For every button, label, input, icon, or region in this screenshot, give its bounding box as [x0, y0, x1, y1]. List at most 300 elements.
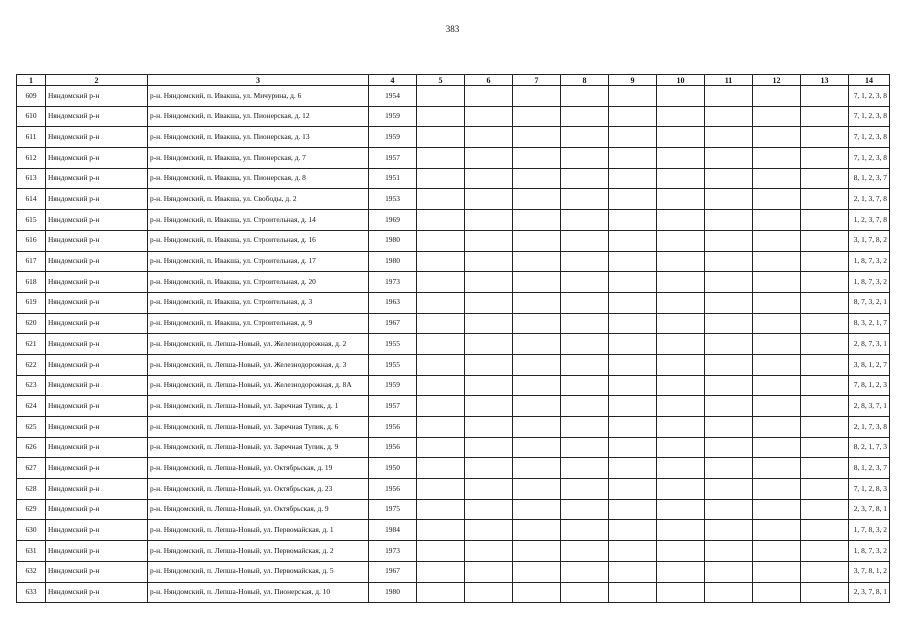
codes-cell: 1, 7, 8, 3, 2 [849, 520, 890, 541]
empty-cell-col-8 [561, 127, 609, 148]
table-row [17, 458, 890, 479]
empty-cell-col-11 [705, 479, 753, 500]
empty-cell-col-5 [417, 479, 465, 500]
year-cell: 1967 [369, 561, 417, 582]
empty-cell-col-9 [609, 541, 657, 562]
empty-cell-col-11 [705, 189, 753, 210]
empty-cell-col-13 [801, 210, 849, 231]
empty-cell-col-6 [465, 561, 513, 582]
table-row [17, 148, 890, 169]
row-number-cell: 622 [17, 354, 46, 375]
table-row [17, 417, 890, 438]
empty-cell-col-5 [417, 127, 465, 148]
codes-cell: 7, 1, 2, 8, 3 [849, 479, 890, 500]
year-cell: 1951 [369, 168, 417, 189]
empty-cell-col-8 [561, 582, 609, 603]
address-cell: р-н. Няндомский, п. Ивакша, ул. Строительная, д. 3 [148, 292, 369, 313]
empty-cell-col-6 [465, 86, 513, 107]
empty-cell-col-11 [705, 499, 753, 520]
empty-cell-col-5 [417, 292, 465, 313]
district-cell: Няндомский р-н [46, 210, 148, 231]
empty-cell-col-7 [513, 582, 561, 603]
row-number-cell: 619 [17, 292, 46, 313]
empty-cell-col-12 [753, 582, 801, 603]
empty-cell-col-12 [753, 272, 801, 293]
header-row [17, 75, 890, 86]
empty-cell-col-11 [705, 292, 753, 313]
codes-cell: 8, 1, 2, 3, 7 [849, 168, 890, 189]
empty-cell-col-9 [609, 396, 657, 417]
empty-cell-col-12 [753, 541, 801, 562]
codes-cell: 3, 7, 8, 1, 2 [849, 561, 890, 582]
codes-cell: 8, 3, 2, 1, 7 [849, 313, 890, 334]
row-number-cell: 610 [17, 106, 46, 127]
empty-cell-col-10 [657, 292, 705, 313]
address-cell: р-н. Няндомский, п. Лепша-Новый, ул. Заречная Тупик, д. 1 [148, 396, 369, 417]
district-cell: Няндомский р-н [46, 86, 148, 107]
column-header-8: 8 [561, 75, 609, 86]
codes-cell: 3, 8, 1, 2, 7 [849, 354, 890, 375]
empty-cell-col-9 [609, 437, 657, 458]
empty-cell-col-8 [561, 437, 609, 458]
codes-cell: 3, 1, 7, 8, 2 [849, 230, 890, 251]
codes-cell: 1, 2, 3, 7, 8 [849, 210, 890, 231]
empty-cell-col-9 [609, 499, 657, 520]
district-cell: Няндомский р-н [46, 230, 148, 251]
year-cell: 1969 [369, 210, 417, 231]
empty-cell-col-7 [513, 210, 561, 231]
empty-cell-col-12 [753, 561, 801, 582]
empty-cell-col-12 [753, 396, 801, 417]
district-cell: Няндомский р-н [46, 354, 148, 375]
district-cell: Няндомский р-н [46, 396, 148, 417]
empty-cell-col-8 [561, 396, 609, 417]
address-cell: р-н. Няндомский, п. Ивакша, ул. Строительная, д. 14 [148, 210, 369, 231]
empty-cell-col-7 [513, 189, 561, 210]
empty-cell-col-12 [753, 334, 801, 355]
empty-cell-col-10 [657, 417, 705, 438]
table-row [17, 396, 890, 417]
row-number-cell: 611 [17, 127, 46, 148]
empty-cell-col-10 [657, 582, 705, 603]
empty-cell-col-12 [753, 520, 801, 541]
row-number-cell: 633 [17, 582, 46, 603]
empty-cell-col-13 [801, 375, 849, 396]
empty-cell-col-9 [609, 230, 657, 251]
empty-cell-col-11 [705, 230, 753, 251]
empty-cell-col-13 [801, 334, 849, 355]
table-row [17, 520, 890, 541]
empty-cell-col-13 [801, 437, 849, 458]
row-number-cell: 628 [17, 479, 46, 500]
codes-cell: 2, 8, 7, 3, 1 [849, 334, 890, 355]
codes-cell: 7, 1, 2, 3, 8 [849, 127, 890, 148]
empty-cell-col-8 [561, 313, 609, 334]
empty-cell-col-9 [609, 210, 657, 231]
column-header-6: 6 [465, 75, 513, 86]
codes-cell: 2, 8, 3, 7, 1 [849, 396, 890, 417]
empty-cell-col-9 [609, 417, 657, 438]
empty-cell-col-13 [801, 354, 849, 375]
empty-cell-col-7 [513, 86, 561, 107]
row-number-cell: 625 [17, 417, 46, 438]
empty-cell-col-7 [513, 106, 561, 127]
empty-cell-col-13 [801, 417, 849, 438]
empty-cell-col-7 [513, 272, 561, 293]
address-cell: р-н. Няндомский, п. Лепша-Новый, ул. Заречная Тупик, д. 9 [148, 437, 369, 458]
year-cell: 1956 [369, 417, 417, 438]
column-header-4: 4 [369, 75, 417, 86]
table-body [17, 86, 890, 603]
empty-cell-col-11 [705, 272, 753, 293]
empty-cell-col-7 [513, 499, 561, 520]
empty-cell-col-10 [657, 541, 705, 562]
year-cell: 1973 [369, 272, 417, 293]
empty-cell-col-8 [561, 541, 609, 562]
empty-cell-col-6 [465, 396, 513, 417]
empty-cell-col-5 [417, 106, 465, 127]
table-row [17, 541, 890, 562]
empty-cell-col-7 [513, 168, 561, 189]
empty-cell-col-8 [561, 499, 609, 520]
district-cell: Няндомский р-н [46, 541, 148, 562]
empty-cell-col-13 [801, 520, 849, 541]
district-cell: Няндомский р-н [46, 106, 148, 127]
district-cell: Няндомский р-н [46, 189, 148, 210]
empty-cell-col-11 [705, 127, 753, 148]
empty-cell-col-5 [417, 313, 465, 334]
empty-cell-col-12 [753, 417, 801, 438]
empty-cell-col-13 [801, 148, 849, 169]
codes-cell: 1, 8, 7, 3, 2 [849, 541, 890, 562]
empty-cell-col-5 [417, 499, 465, 520]
row-number-cell: 609 [17, 86, 46, 107]
empty-cell-col-9 [609, 86, 657, 107]
empty-cell-col-11 [705, 417, 753, 438]
empty-cell-col-6 [465, 127, 513, 148]
empty-cell-col-10 [657, 313, 705, 334]
empty-cell-col-5 [417, 437, 465, 458]
empty-cell-col-10 [657, 127, 705, 148]
empty-cell-col-13 [801, 582, 849, 603]
empty-cell-col-6 [465, 479, 513, 500]
empty-cell-col-5 [417, 396, 465, 417]
empty-cell-col-5 [417, 251, 465, 272]
empty-cell-col-13 [801, 292, 849, 313]
empty-cell-col-10 [657, 189, 705, 210]
year-cell: 1955 [369, 354, 417, 375]
row-number-cell: 623 [17, 375, 46, 396]
year-cell: 1957 [369, 148, 417, 169]
empty-cell-col-11 [705, 148, 753, 169]
empty-cell-col-10 [657, 106, 705, 127]
year-cell: 1959 [369, 375, 417, 396]
column-header-1: 1 [17, 75, 46, 86]
empty-cell-col-11 [705, 396, 753, 417]
empty-cell-col-6 [465, 375, 513, 396]
empty-cell-col-6 [465, 437, 513, 458]
empty-cell-col-6 [465, 251, 513, 272]
empty-cell-col-6 [465, 210, 513, 231]
empty-cell-col-6 [465, 272, 513, 293]
year-cell: 1980 [369, 582, 417, 603]
empty-cell-col-7 [513, 251, 561, 272]
empty-cell-col-6 [465, 417, 513, 438]
empty-cell-col-10 [657, 148, 705, 169]
empty-cell-col-8 [561, 210, 609, 231]
empty-cell-col-12 [753, 168, 801, 189]
empty-cell-col-5 [417, 541, 465, 562]
empty-cell-col-12 [753, 437, 801, 458]
empty-cell-col-13 [801, 499, 849, 520]
address-cell: р-н. Няндомский, п. Ивакша, ул. Пионерская, д. 13 [148, 127, 369, 148]
empty-cell-col-13 [801, 168, 849, 189]
district-cell: Няндомский р-н [46, 458, 148, 479]
year-cell: 1980 [369, 230, 417, 251]
row-number-cell: 612 [17, 148, 46, 169]
empty-cell-col-10 [657, 375, 705, 396]
empty-cell-col-12 [753, 499, 801, 520]
row-number-cell: 624 [17, 396, 46, 417]
empty-cell-col-8 [561, 520, 609, 541]
empty-cell-col-10 [657, 354, 705, 375]
address-cell: р-н. Няндомский, п. Лепша-Новый, ул. Первомайская, д. 1 [148, 520, 369, 541]
codes-cell: 7, 1, 2, 3, 8 [849, 148, 890, 169]
column-header-11: 11 [705, 75, 753, 86]
empty-cell-col-5 [417, 417, 465, 438]
empty-cell-col-11 [705, 582, 753, 603]
empty-cell-col-10 [657, 86, 705, 107]
empty-cell-col-11 [705, 210, 753, 231]
empty-cell-col-6 [465, 189, 513, 210]
empty-cell-col-12 [753, 189, 801, 210]
codes-cell: 8, 1, 2, 3, 7 [849, 458, 890, 479]
district-cell: Няндомский р-н [46, 168, 148, 189]
empty-cell-col-12 [753, 292, 801, 313]
empty-cell-col-5 [417, 168, 465, 189]
empty-cell-col-11 [705, 437, 753, 458]
empty-cell-col-8 [561, 106, 609, 127]
address-cell: р-н. Няндомский, п. Ивакша, ул. Строительная, д. 16 [148, 230, 369, 251]
empty-cell-col-7 [513, 396, 561, 417]
address-cell: р-н. Няндомский, п. Ивакша, ул. Пионерская, д. 7 [148, 148, 369, 169]
empty-cell-col-7 [513, 313, 561, 334]
empty-cell-col-6 [465, 106, 513, 127]
row-number-cell: 615 [17, 210, 46, 231]
codes-cell: 1, 8, 7, 3, 2 [849, 251, 890, 272]
empty-cell-col-11 [705, 313, 753, 334]
empty-cell-col-10 [657, 437, 705, 458]
empty-cell-col-9 [609, 582, 657, 603]
address-cell: р-н. Няндомский, п. Ивакша, ул. Пионерская, д. 8 [148, 168, 369, 189]
address-cell: р-н. Няндомский, п. Ивакша, ул. Свободы, д. 2 [148, 189, 369, 210]
empty-cell-col-10 [657, 272, 705, 293]
row-number-cell: 621 [17, 334, 46, 355]
empty-cell-col-5 [417, 561, 465, 582]
empty-cell-col-5 [417, 334, 465, 355]
table-row [17, 127, 890, 148]
empty-cell-col-11 [705, 334, 753, 355]
empty-cell-col-12 [753, 251, 801, 272]
address-cell: р-н. Няндомский, п. Ивакша, ул. Строительная, д. 9 [148, 313, 369, 334]
address-cell: р-н. Няндомский, п. Лепша-Новый, ул. Первомайская, д. 2 [148, 541, 369, 562]
address-cell: р-н. Няндомский, п. Лепша-Новый, ул. Октябрьская, д. 19 [148, 458, 369, 479]
column-header-5: 5 [417, 75, 465, 86]
empty-cell-col-6 [465, 354, 513, 375]
row-number-cell: 631 [17, 541, 46, 562]
empty-cell-col-13 [801, 106, 849, 127]
year-cell: 1950 [369, 458, 417, 479]
empty-cell-col-12 [753, 313, 801, 334]
empty-cell-col-7 [513, 417, 561, 438]
district-cell: Няндомский р-н [46, 417, 148, 438]
empty-cell-col-8 [561, 334, 609, 355]
year-cell: 1955 [369, 334, 417, 355]
empty-cell-col-12 [753, 127, 801, 148]
housing-registry-table [16, 74, 890, 603]
empty-cell-col-13 [801, 189, 849, 210]
empty-cell-col-7 [513, 354, 561, 375]
empty-cell-col-10 [657, 230, 705, 251]
empty-cell-col-13 [801, 251, 849, 272]
codes-cell: 8, 2, 1, 7, 3 [849, 437, 890, 458]
empty-cell-col-7 [513, 437, 561, 458]
address-cell: р-н. Няндомский, п. Лепша-Новый, ул. Октябрьская, д. 23 [148, 479, 369, 500]
empty-cell-col-5 [417, 458, 465, 479]
year-cell: 1973 [369, 541, 417, 562]
empty-cell-col-8 [561, 86, 609, 107]
table-row [17, 189, 890, 210]
district-cell: Няндомский р-н [46, 251, 148, 272]
year-cell: 1980 [369, 251, 417, 272]
empty-cell-col-13 [801, 86, 849, 107]
table-row [17, 499, 890, 520]
empty-cell-col-8 [561, 458, 609, 479]
row-number-cell: 620 [17, 313, 46, 334]
table-row [17, 561, 890, 582]
empty-cell-col-9 [609, 189, 657, 210]
empty-cell-col-12 [753, 375, 801, 396]
table-row [17, 230, 890, 251]
empty-cell-col-8 [561, 561, 609, 582]
empty-cell-col-13 [801, 272, 849, 293]
address-cell: р-н. Няндомский, п. Лепша-Новый, ул. Первомайская, д. 5 [148, 561, 369, 582]
empty-cell-col-8 [561, 272, 609, 293]
empty-cell-col-8 [561, 189, 609, 210]
address-cell: р-н. Няндомский, п. Лепша-Новый, ул. Железнодорожная, д. 3 [148, 354, 369, 375]
column-header-13: 13 [801, 75, 849, 86]
empty-cell-col-5 [417, 354, 465, 375]
empty-cell-col-10 [657, 479, 705, 500]
empty-cell-col-9 [609, 520, 657, 541]
empty-cell-col-13 [801, 541, 849, 562]
empty-cell-col-5 [417, 272, 465, 293]
empty-cell-col-8 [561, 417, 609, 438]
year-cell: 1959 [369, 127, 417, 148]
empty-cell-col-7 [513, 479, 561, 500]
empty-cell-col-12 [753, 230, 801, 251]
address-cell: р-н. Няндомский, п. Ивакша, ул. Строительная, д. 17 [148, 251, 369, 272]
year-cell: 1956 [369, 437, 417, 458]
empty-cell-col-6 [465, 148, 513, 169]
empty-cell-col-6 [465, 541, 513, 562]
empty-cell-col-9 [609, 272, 657, 293]
empty-cell-col-13 [801, 396, 849, 417]
row-number-cell: 632 [17, 561, 46, 582]
row-number-cell: 627 [17, 458, 46, 479]
empty-cell-col-12 [753, 148, 801, 169]
table-row [17, 334, 890, 355]
empty-cell-col-9 [609, 148, 657, 169]
empty-cell-col-5 [417, 189, 465, 210]
empty-cell-col-10 [657, 251, 705, 272]
empty-cell-col-10 [657, 520, 705, 541]
year-cell: 1963 [369, 292, 417, 313]
empty-cell-col-8 [561, 251, 609, 272]
empty-cell-col-11 [705, 354, 753, 375]
empty-cell-col-12 [753, 106, 801, 127]
empty-cell-col-13 [801, 230, 849, 251]
empty-cell-col-6 [465, 168, 513, 189]
district-cell: Няндомский р-н [46, 334, 148, 355]
address-cell: р-н. Няндомский, п. Лепша-Новый, ул. Заречная Тупик, д. 6 [148, 417, 369, 438]
district-cell: Няндомский р-н [46, 127, 148, 148]
empty-cell-col-7 [513, 561, 561, 582]
year-cell: 1975 [369, 499, 417, 520]
empty-cell-col-11 [705, 561, 753, 582]
district-cell: Няндомский р-н [46, 313, 148, 334]
empty-cell-col-9 [609, 479, 657, 500]
empty-cell-col-12 [753, 210, 801, 231]
year-cell: 1984 [369, 520, 417, 541]
year-cell: 1953 [369, 189, 417, 210]
empty-cell-col-11 [705, 541, 753, 562]
table-row [17, 86, 890, 107]
table-row [17, 292, 890, 313]
empty-cell-col-10 [657, 168, 705, 189]
empty-cell-col-9 [609, 561, 657, 582]
table-row [17, 313, 890, 334]
codes-cell: 7, 1, 2, 3, 8 [849, 106, 890, 127]
codes-cell: 7, 8, 1, 2, 3 [849, 375, 890, 396]
empty-cell-col-6 [465, 499, 513, 520]
empty-cell-col-9 [609, 375, 657, 396]
empty-cell-col-9 [609, 106, 657, 127]
empty-cell-col-7 [513, 127, 561, 148]
codes-cell: 8, 7, 3, 2, 1 [849, 292, 890, 313]
table-row [17, 272, 890, 293]
empty-cell-col-13 [801, 479, 849, 500]
empty-cell-col-10 [657, 210, 705, 231]
empty-cell-col-9 [609, 168, 657, 189]
empty-cell-col-8 [561, 230, 609, 251]
empty-cell-col-6 [465, 458, 513, 479]
address-cell: р-н. Няндомский, п. Ивакша, ул. Строительная, д. 20 [148, 272, 369, 293]
row-number-cell: 629 [17, 499, 46, 520]
address-cell: р-н. Няндомский, п. Ивакша, ул. Пионерская, д. 12 [148, 106, 369, 127]
table-row [17, 210, 890, 231]
row-number-cell: 616 [17, 230, 46, 251]
empty-cell-col-7 [513, 375, 561, 396]
empty-cell-col-5 [417, 582, 465, 603]
empty-cell-col-9 [609, 313, 657, 334]
empty-cell-col-8 [561, 292, 609, 313]
empty-cell-col-5 [417, 148, 465, 169]
table-row [17, 168, 890, 189]
empty-cell-col-13 [801, 458, 849, 479]
year-cell: 1967 [369, 313, 417, 334]
empty-cell-col-9 [609, 251, 657, 272]
